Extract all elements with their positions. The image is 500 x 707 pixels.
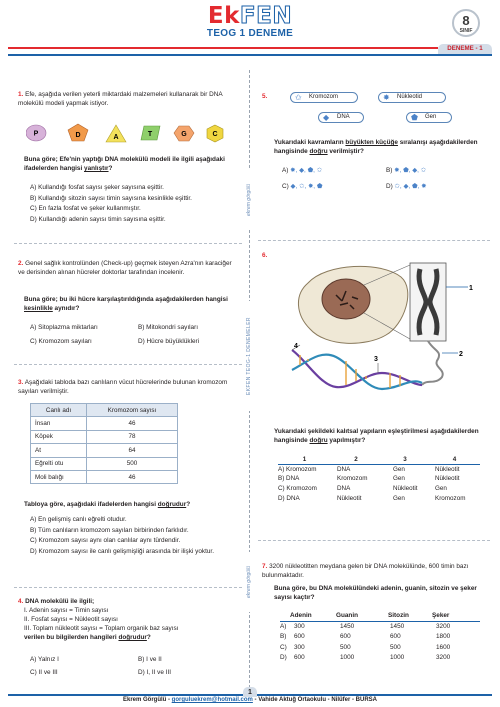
option-c[interactable]: C) En fazla fosfat ve şeker kullanmıştır.: [30, 205, 141, 213]
column-header: Guanin: [336, 611, 388, 621]
legend-kromozom: [290, 92, 358, 103]
column-header: 3: [381, 455, 429, 465]
option-d[interactable]: D) Hücre büyüklükleri: [138, 338, 200, 345]
option-c[interactable]: C) II ve III: [30, 669, 58, 676]
table-cell: DNA: [337, 466, 351, 474]
stem-text: Buna göre; bu iki hücre karşılaştırıldığında aşağıdakilerden hangisi: [24, 296, 228, 303]
option-a[interactable]: [278, 465, 480, 475]
table-cell: 600: [294, 653, 305, 661]
shape-letter: C: [212, 131, 218, 138]
table-cell: 500: [87, 457, 178, 470]
legend-nukleotid: [378, 92, 446, 103]
footer-school: - Vahide Aktuğ Ortaokulu - Nilüfer - BURSA: [252, 697, 377, 703]
column-header: 2: [331, 455, 381, 465]
legend-label: Gen: [425, 114, 437, 120]
option-a[interactable]: A) Yalnız I: [30, 656, 59, 663]
question-2-stem: [24, 295, 240, 313]
stem-text: sıralanışı aşağıdakilerden hangisinde: [274, 139, 478, 155]
table-cell: 1600: [436, 643, 451, 651]
table-cell: Nükleotit: [435, 466, 460, 474]
statement-2: II. Fosfat sayısı = Nükleotit sayısı: [24, 616, 118, 623]
question-separator: [258, 540, 490, 541]
grade-label: SINIF: [459, 28, 473, 34]
table-cell: İnsan: [31, 417, 87, 430]
stem-end: verilmiştir?: [327, 148, 364, 155]
table-cell: 1000: [340, 653, 355, 661]
question-number: 7.: [262, 563, 268, 570]
option-c[interactable]: [280, 642, 480, 652]
option-d[interactable]: [280, 652, 480, 662]
option-label: A): [282, 167, 289, 174]
question-separator: [14, 587, 242, 588]
question-7-stem: Buna göre, bu DNA molekülündeki adenin, guanin, sitozin ve şeker sayısı kaçtır?: [274, 585, 477, 601]
table-cell: 1000: [390, 653, 405, 661]
symbol: ◆: [412, 167, 418, 174]
callout-1: 1: [469, 285, 473, 292]
thymine-shape: [141, 126, 160, 140]
side-label-series: EKFEN TEOG-1 DENEMELER: [246, 301, 254, 411]
option-d[interactable]: D) Kromozom sayısı ile canlı gelişmişliği arasında bir ilişki yoktur.: [30, 547, 214, 555]
table-cell: Kromozom: [337, 475, 368, 483]
option-c[interactable]: C) Kromozom sayısı aynı olan canlılar aynı türdendir.: [30, 537, 181, 545]
stem-end: ?: [108, 165, 113, 172]
symbol: ✩: [316, 167, 323, 174]
stem-end: yapılmıştır?: [327, 437, 366, 444]
dna-strand-b: [292, 355, 422, 389]
table-cell: 500: [390, 643, 401, 651]
option-a[interactable]: A) Sitoplazma miktarları: [30, 324, 98, 331]
question-6-stem: [274, 427, 488, 445]
stem-text: Tabloya göre, aşağıdaki ifadelerden hangisi: [24, 501, 158, 508]
question-intro: Efe, aşağıda verilen yeterli miktardaki malzemeleri kullanarak bir DNA molekülü modeli yapmak istiyor.: [18, 91, 223, 107]
option-label: D): [280, 653, 287, 661]
option-b[interactable]: B) Kullandığı sitozin sayısı timin sayısına kesinlikle eşittir.: [30, 194, 192, 202]
question-5-stem: [274, 138, 486, 156]
column-header: Adenin: [290, 611, 336, 621]
column-header: 1: [278, 455, 331, 465]
option-a[interactable]: A) ✸, ◆, ⬟, ✩: [282, 167, 323, 174]
logo-ek: Ek: [207, 3, 240, 29]
question-3: [18, 378, 240, 396]
option-a[interactable]: A) En gelişmiş canlı eğrelti otudur.: [30, 516, 127, 523]
callout-4: 4: [294, 343, 298, 350]
table-cell: 300: [294, 643, 305, 651]
table-row: [31, 417, 178, 430]
symbol: ⬟: [411, 183, 418, 190]
table-cell: B) DNA: [278, 475, 300, 483]
stem-text: Yukarıdaki kavramların: [274, 139, 346, 146]
table-cell: 1450: [340, 623, 355, 631]
stem-end: aynıdır?: [52, 305, 80, 312]
option-b[interactable]: [278, 474, 480, 484]
table-header: Kromozom sayısı: [87, 404, 178, 417]
question-number: 4.: [18, 598, 24, 605]
stem-end: ?: [186, 501, 191, 508]
shape-letter: D: [75, 132, 81, 139]
option-c[interactable]: C) Kromozom sayıları: [30, 338, 92, 345]
chromosome-table: [30, 403, 178, 484]
symbol: ✸: [290, 167, 296, 174]
question-7-options-table: [280, 611, 480, 662]
statement-3: III. Toplam nükleotit sayısı = Toplam organik baz sayısı: [24, 625, 179, 632]
exam-title: TEOG 1 DENEME: [206, 28, 294, 39]
option-b[interactable]: [280, 632, 480, 642]
question-4: [18, 597, 240, 642]
stem-emphasis: doğrudur: [118, 634, 147, 641]
table-cell: 1800: [436, 633, 451, 641]
stem-text: verilen bu bilgilerden hangileri: [24, 634, 119, 641]
question-number: 2.: [18, 260, 24, 267]
footer-email-link[interactable]: gorguluekrem@hotmail.com: [171, 697, 253, 703]
table-row: [31, 457, 178, 470]
question-number: 1.: [18, 91, 24, 98]
question-4-stem: [24, 633, 240, 642]
question-title: DNA molekülü ile ilgili;: [25, 598, 95, 605]
table-cell: Nükleotit: [337, 494, 362, 502]
table-header: Canlı adı: [31, 404, 87, 417]
table-row: [31, 470, 178, 483]
option-b[interactable]: B) I ve II: [138, 656, 162, 663]
option-b[interactable]: B) ✸, ⬟, ◆, ✩: [386, 167, 427, 174]
option-c[interactable]: C) ◆, ✩, ✸, ⬟: [282, 183, 323, 190]
grade-badge: [452, 9, 480, 37]
question-3-stem: [24, 500, 240, 509]
legend-dna: [318, 112, 364, 123]
symbol: ✸: [421, 183, 427, 190]
legend-label: Nükleotid: [397, 94, 423, 100]
option-a[interactable]: [280, 621, 480, 631]
option-label: C): [282, 183, 289, 190]
table-cell: Moli balığı: [31, 470, 87, 483]
guanine-shape: [174, 126, 194, 141]
legend-label: Kromozom: [309, 94, 339, 100]
stem-emphasis: kesinlikle: [24, 305, 53, 312]
legend-gen: [406, 112, 452, 123]
symbol: ⬟: [316, 183, 323, 190]
symbol: ⬟: [403, 167, 409, 174]
legend-label: DNA: [337, 114, 350, 120]
symbol: ✩: [420, 167, 427, 174]
table-cell: Gen: [393, 494, 405, 502]
column-header: 4: [429, 455, 480, 465]
question-1: [18, 90, 240, 108]
option-label: B): [280, 633, 287, 641]
option-d[interactable]: D) Kullandığı adenin sayısı timin sayısına eşittir.: [30, 215, 166, 223]
grade-number: 8: [462, 13, 470, 28]
symbol: ◆: [403, 183, 409, 190]
option-a[interactable]: A) Kullandığı fosfat sayısı şeker sayısına eşittir.: [30, 184, 164, 191]
symbol: ✩: [299, 183, 305, 190]
symbol: ⬟: [307, 167, 314, 174]
stem-end: ?: [146, 634, 151, 641]
question-separator: [14, 364, 242, 365]
option-d[interactable]: D) I, II ve III: [138, 669, 172, 676]
option-d[interactable]: D) ✩, ◆, ⬟, ✸: [386, 183, 427, 190]
table-cell: A) Kromozom: [278, 466, 317, 474]
symbol: ◆: [299, 167, 305, 174]
question-number: 5.: [262, 93, 268, 100]
dna-strand-a: [292, 350, 422, 387]
question-intro: Aşağıdaki tabloda bazı canlıların vücut hücrelerinde bulunan kromozom sayıları verilmiştir.: [18, 379, 228, 395]
table-cell: Nükleotit: [435, 475, 460, 483]
stem-emphasis: doğrudur: [157, 501, 187, 508]
table-cell: Eğrelti otu: [31, 457, 87, 470]
star-icon: ✩: [295, 93, 302, 102]
stem-text: Yukarıdaki şekildeki kalıtsal yapıların eşleştirilmesi aşağıdakilerden hangisinde: [274, 428, 479, 444]
column-header: Şeker: [432, 611, 480, 621]
pentagon-icon: ⬟: [411, 113, 418, 122]
table-cell: Kromozom: [435, 494, 466, 502]
question-number: 6.: [262, 252, 268, 259]
dna-material-shapes: [26, 122, 236, 144]
question-intro: 3200 nükleotitten meydana gelen bir DNA molekülünde, 600 timin bazı bulunmaktadır.: [262, 563, 469, 579]
symbol: ◆: [290, 183, 296, 190]
table-cell: Gen: [393, 466, 405, 474]
option-b[interactable]: B) Mitokondri sayıları: [138, 324, 199, 331]
page-number: 1: [243, 687, 257, 697]
table-cell: Nükleotit: [393, 485, 418, 493]
table-cell: Gen: [393, 475, 405, 483]
table-cell: 3200: [436, 623, 451, 631]
question-2-options: [30, 324, 240, 348]
option-b[interactable]: B) Tüm canlıların kromozom sayıları birbirinden farklıdır.: [30, 526, 189, 534]
callout-2: 2: [459, 351, 463, 358]
dna-base-pairs: [300, 355, 400, 388]
cell-chromosome-dna-figure: [286, 255, 486, 405]
question-1-stem: [24, 155, 240, 173]
question-1-options: [24, 183, 240, 225]
table-cell: C) Kromozom: [278, 485, 317, 493]
table-cell: 500: [340, 643, 351, 651]
table-cell: 600: [340, 633, 351, 641]
table-cell: Gen: [435, 485, 447, 493]
stem-text: Buna göre; Efe'nin yaptığı DNA molekülü modeli ile ilgili aşağıdaki ifadelerden hangisi: [24, 156, 225, 172]
footer-author: Ekrem Görgülü -: [122, 697, 172, 703]
nucleus: [322, 279, 370, 319]
symbol: ✩: [394, 183, 400, 190]
option-label: D): [386, 183, 393, 190]
sugar-shape: [68, 124, 88, 141]
cytosine-shape: [207, 125, 223, 142]
deneme-label: DENEME - 1: [438, 44, 492, 54]
shape-letter: A: [113, 134, 119, 141]
question-separator: [258, 240, 490, 241]
footer: [0, 697, 500, 703]
option-label: A): [280, 623, 287, 631]
question-number: 3.: [18, 379, 24, 386]
column-header: Sitozin: [388, 611, 432, 621]
option-label: C): [280, 643, 287, 651]
table-cell: 46: [87, 470, 178, 483]
header-red-line: [8, 47, 438, 49]
table-cell: DNA: [337, 485, 351, 493]
question-2: [18, 259, 240, 277]
adenine-shape: [106, 125, 126, 142]
statement-1: I. Adenin sayısı = Timin sayısı: [24, 607, 109, 614]
stem-emphasis: doğru: [309, 437, 328, 444]
shape-letter: P: [33, 130, 39, 138]
question-3-options: [24, 515, 236, 556]
phosphate-shape: [26, 125, 46, 141]
table-cell: At: [31, 444, 87, 457]
logo: [0, 3, 500, 29]
question-5-options: [282, 166, 482, 196]
table-cell: 78: [87, 430, 178, 443]
stem-emphasis: büyükten küçüğe: [345, 139, 398, 146]
option-c[interactable]: [278, 484, 480, 494]
question-intro: Genel sağlık kontrolünden (Check-up) geçmek isteyen Azra'nın karaciğer ve derisinden alınan hücreler doktorlar tarafından incelenir.: [18, 260, 232, 276]
side-label-author: ekrem görgülü: [246, 552, 254, 612]
symbol: ✸: [394, 167, 400, 174]
table-cell: 600: [294, 633, 305, 641]
shape-letter: G: [181, 131, 187, 138]
table-row: [31, 444, 178, 457]
chromatin-coil: [422, 341, 443, 385]
table-cell: 64: [87, 444, 178, 457]
question-7: [262, 562, 488, 580]
header-blue-line: [8, 54, 492, 56]
table-cell: Köpek: [31, 430, 87, 443]
symbol: ✸: [307, 183, 314, 190]
table-cell: 46: [87, 417, 178, 430]
diamond-icon: ◆: [323, 113, 330, 122]
table-cell: D) DNA: [278, 494, 300, 502]
stem-emphasis: doğru: [309, 148, 328, 155]
question-separator: [14, 243, 242, 244]
stem-emphasis: yanlıştır: [84, 165, 109, 172]
table-cell: 1450: [390, 623, 405, 631]
burst-icon: ✸: [383, 93, 390, 102]
logo-fen: FEN: [239, 3, 293, 29]
question-4-options: [30, 656, 240, 680]
table-row: [31, 430, 178, 443]
option-d[interactable]: [278, 493, 480, 503]
option-label: B): [386, 167, 393, 174]
shape-letter: T: [147, 131, 153, 138]
table-cell: 300: [294, 623, 305, 631]
callout-3: 3: [374, 356, 378, 363]
side-label-author: ekrem görgülü: [246, 170, 254, 230]
table-cell: 600: [390, 633, 401, 641]
question-6-options-table: [278, 455, 480, 503]
table-cell: 3200: [436, 653, 451, 661]
